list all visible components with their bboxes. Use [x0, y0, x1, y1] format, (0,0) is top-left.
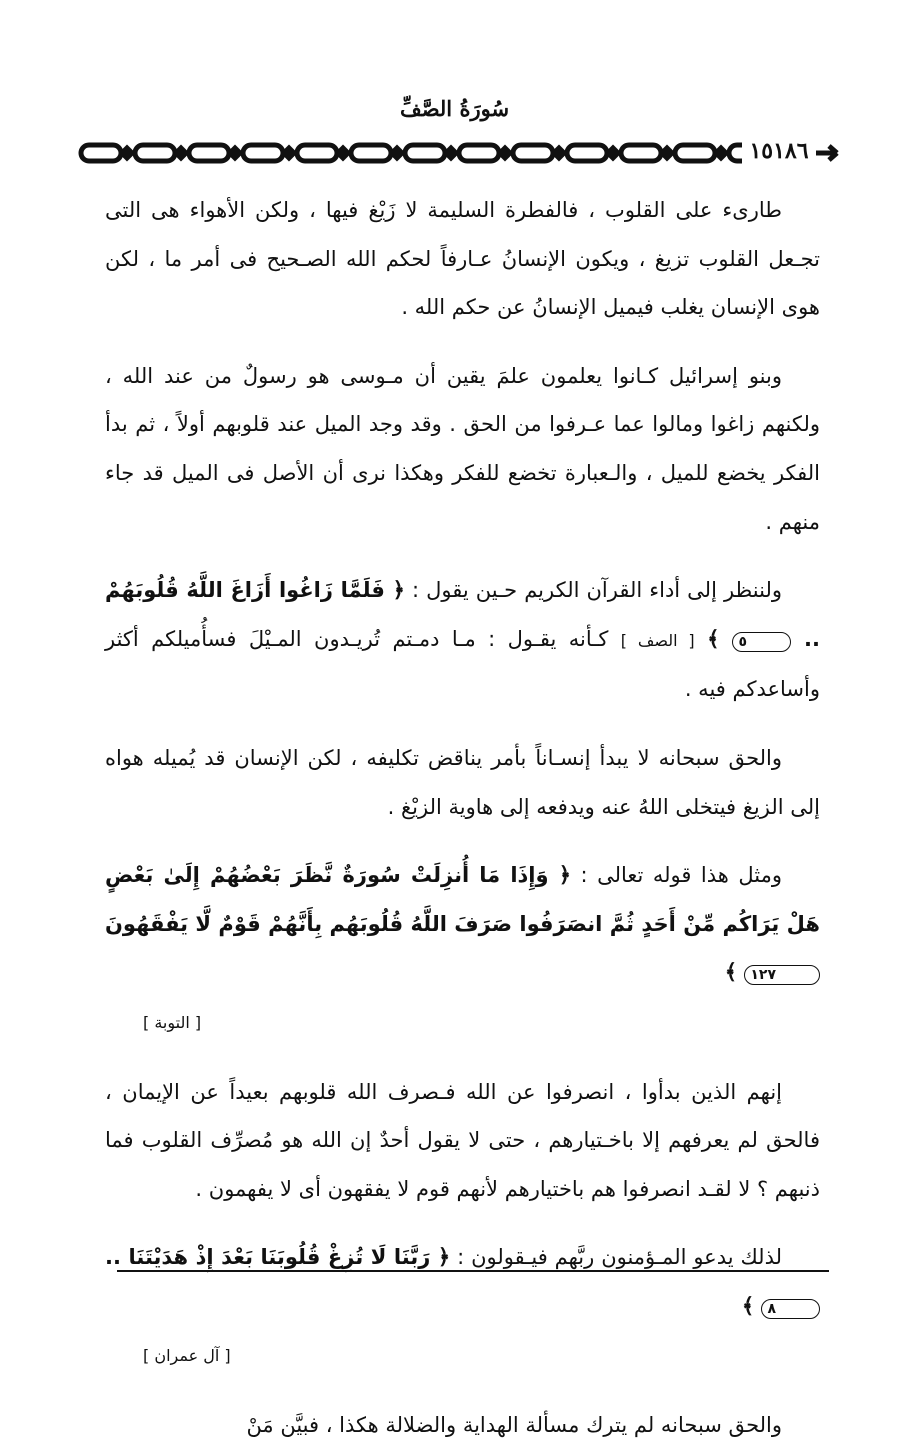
paragraph: طارىء على القلوب ، فالفطرة السليمة لا زَيْغ فيها ، ولكن الأهواء هى التى تجـعل القلوب تزيغ ، ويكون الإنسانُ عـارفاً لحكم الله الصـحيح فى أمر ما ، لكن هوى الإنسان يغلب فيميل الإنسانُ عن حكم الله .	[105, 198, 820, 320]
chain-link	[621, 145, 661, 161]
chain-diamond	[554, 148, 564, 158]
quran-verse: ﴿ وَإِذَا مَا أُنزِلَتْ سُورَةٌ نَّظَرَ بَعْضُهُمْ إِلَىٰ بَعْضٍ هَلْ يَرَاكُم مِّنْ أَحَدٍ ثُمَّ انصَرَفُوا صَرَفَ اللَّهُ قُلُوبَهُم بِأَنَّهُمْ قَوْمٌ لَّا يَفْقَهُونَ	[105, 863, 820, 936]
quran-verse: ﴿ رَبَّنَا لَا تُزِغْ قُلُوبَنَا بَعْدَ إِذْ هَدَيْتَنَا ..	[105, 1245, 451, 1270]
chain-link	[675, 145, 715, 161]
chain-diamond	[716, 148, 726, 158]
chain-link	[297, 145, 337, 161]
paragraph: والحق سبحانه لم يترك مسألة الهداية والضلالة هكذا ، فبيَّن مَنْ	[246, 1413, 782, 1438]
chain-link	[243, 145, 283, 161]
surah-reference: [ آل عمران ]	[143, 1346, 231, 1366]
surah-reference: [ التوبة ]	[143, 1012, 202, 1032]
footer-rule	[117, 1270, 829, 1272]
verse-close-bracket: ﴾	[741, 1293, 762, 1318]
reference-line	[105, 1330, 820, 1381]
chain-link	[459, 145, 499, 161]
chain-diamond	[230, 148, 240, 158]
paragraph-text: ومثل هذا قوله تعالى :	[571, 863, 783, 888]
chain-diamond	[446, 148, 456, 158]
chain-diamond	[662, 148, 672, 158]
verse-close-bracket: ﴾	[724, 960, 745, 985]
chain-diamond	[284, 148, 294, 158]
chain-diamond	[608, 148, 618, 158]
chain-link	[513, 145, 553, 161]
ayah-number-badge: ٨	[761, 1299, 820, 1319]
chain-diamond	[392, 148, 402, 158]
page-number: ١٥١٨٦	[742, 138, 816, 164]
chain-diamond	[122, 148, 132, 158]
chain-diamond	[500, 148, 510, 158]
surah-title: سُورَةُ الصَّفِّ	[399, 96, 510, 121]
paragraph-with-verse	[105, 851, 820, 997]
chain-link	[81, 145, 121, 161]
header-ornament-rule	[75, 132, 845, 176]
chain-link	[405, 145, 445, 161]
ayah-number-badge: ١٢٧	[744, 965, 820, 985]
page-body	[105, 186, 820, 1450]
verse-close-bracket: ﴾	[707, 626, 733, 651]
paragraph-with-verse	[105, 566, 820, 714]
chain-link	[189, 145, 229, 161]
ayah-number-badge: ٥	[732, 632, 791, 652]
reference-line	[105, 997, 820, 1048]
paragraph-text: ولننظر إلى أداء القرآن الكريم حـين يقول :	[404, 578, 782, 603]
paragraph-text: لذلك يدعو المـؤمنون ربَّهم فيـقولون :	[450, 1245, 782, 1270]
paragraph-with-verse	[105, 1233, 820, 1330]
chain-diamond	[338, 148, 348, 158]
chain-link	[135, 145, 175, 161]
quran-verse: ﴿ فَلَمَّا زَاغُوا أَزَاغَ اللَّهُ قُلُوبَهُمْ ..	[105, 578, 820, 651]
paragraph: والحق سبحانه لا يبدأ إنسـاناً بأمر يناقض تكليفه ، لكن الإنسان قد يُميله هواه إلى الزيغ فيتخلى اللهُ عنه ويدفعه إلى هاوية الزيْغ .	[105, 745, 820, 819]
surah-reference: [ الصف ]	[620, 630, 695, 650]
chain-link	[567, 145, 607, 161]
paragraph: إنهم الذين بدأوا ، انصرفوا عن الله فـصرف الله قلوبهم بعيداً عن الإيمان ، فالحق لم يعرفهم إلا باخـتيارهم ، حتى لا يقول أحدٌ إن الله هو مُصرِّف القلوب فما ذنبهم ؟ لا لقـد انصرفوا هم باختيارهم لأنهم قوم لا يفقهون أى لا يفهمون .	[105, 1079, 820, 1201]
chain-diamond	[176, 148, 186, 158]
paragraph: وبنو إسرائيل كـانوا يعلمون علمَ يقين أن مـوسى هو رسولٌ من عند الله ، ولكنهم زاغوا ومالوا عما عـرفوا من الحق . وقد وجد الميل عند قلوبهم أولاً ، ثم بدأ الفكر يخضع للميل ، والـعبارة تخضع للفكر وهكذا نرى أن الأصل فى الميل قد جاء منهم .	[105, 363, 820, 534]
chain-link	[351, 145, 391, 161]
paragraph-text: كـأنه يقـول : مـا دمـتم تُريـدون المـيْلَ فسأُميلكم أكثر وأساعدكم فيه .	[105, 626, 820, 702]
chain-end	[815, 146, 837, 160]
